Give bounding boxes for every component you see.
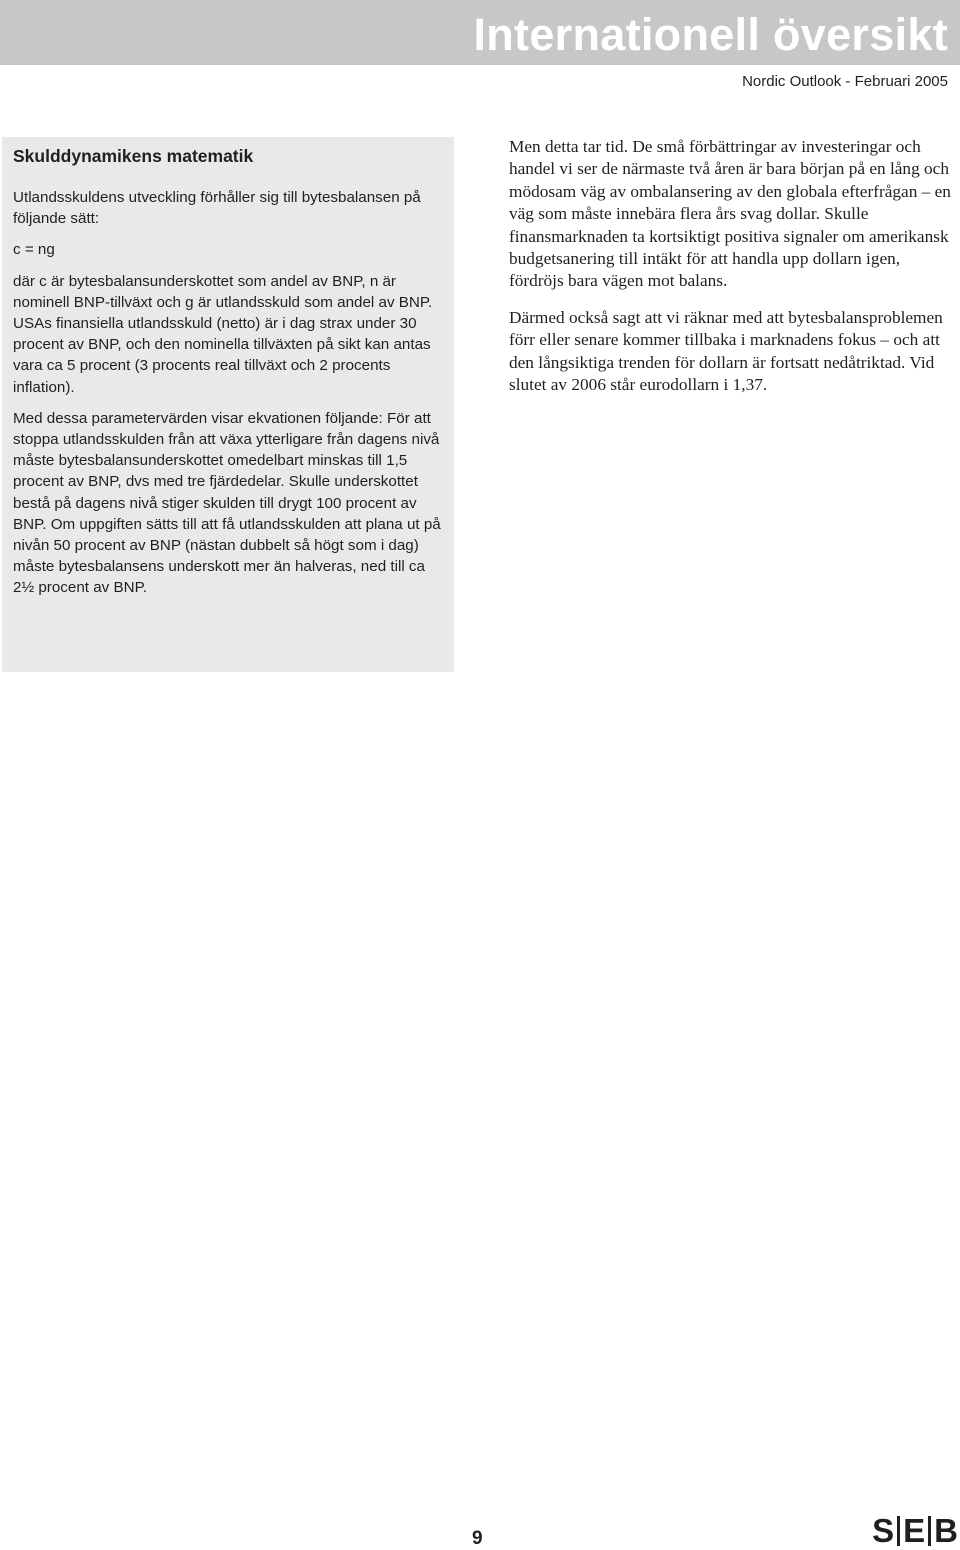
main-text-column	[509, 136, 957, 410]
sidebar-paragraph: där c är bytesbalansunderskottet som andel av BNP, n är nominell BNP-tillväxt och g är utlandsskuld som andel av BNP. USAs finansiella utlandsskuld (netto) är i dag strax under 30 procent av BNP, och den nominella tillväxten på sikt kan antas vara ca 5 procent (3 procents real tillväxt och 2 procents inflation).	[13, 272, 433, 396]
sidebar-body	[13, 187, 441, 609]
body-paragraph: Men detta tar tid. De små förbättringar av investeringar och handel vi ser de närmaste två åren är bara början på en lång och mödosam väg av ombalansering av den globala efterfrågan – en väg som måste innebära flera års svag dollar. Skulle finansmarknaden ta kortsiktigt positiva signaler om amerikansk budgetsanering till intäkt för att handla upp dollarn igen, fördröjs bara vägen mot balans.	[509, 137, 951, 291]
logo-letter: E	[903, 1512, 926, 1549]
page-title: Internationell översikt	[473, 9, 948, 60]
page-number: 9	[472, 1528, 483, 1549]
sidebar-equation: c = ng	[13, 241, 55, 259]
sidebar-paragraph: Utlandsskuldens utveckling förhåller sig till bytesbalansen på följande sätt:	[13, 189, 421, 228]
logo-letter: S	[872, 1512, 895, 1549]
logo-letter: B	[934, 1512, 958, 1549]
body-paragraph: Därmed också sagt att vi räknar med att bytesbalansproblemen förr eller senare kommer tillbaka i marknadens fokus – och att den långsiktiga trenden för dollarn är fortsatt nedåtriktad. Vid slutet av 2006 står eurodollarn i 1,37.	[509, 307, 943, 395]
sidebar-heading: Skulddynamikens matematik	[13, 146, 254, 166]
seb-logo	[872, 1513, 958, 1549]
logo-divider	[897, 1516, 900, 1546]
sidebar-paragraph: Med dessa parametervärden visar ekvationen följande: För att stoppa utlandsskulden från att växa ytterligare från dagens nivå måste bytesbalansunderskottet omedelbart minskas till 1,5 procent av BNP, dvs med tre fjärdedelar. Skulle underskottet bestå på dagens nivå stiger skulden till drygt 100 procent av BNP. Om uppgiften sätts till att få utlandsskulden att plana ut på nivån 50 procent av BNP (nästan dubbelt så högt som i dag) måste bytesbalansens underskott mer än halveras, ned till ca 2½ procent av BNP.	[13, 409, 441, 597]
logo-divider	[928, 1516, 931, 1546]
page-subtitle: Nordic Outlook - Februari 2005	[742, 73, 948, 90]
